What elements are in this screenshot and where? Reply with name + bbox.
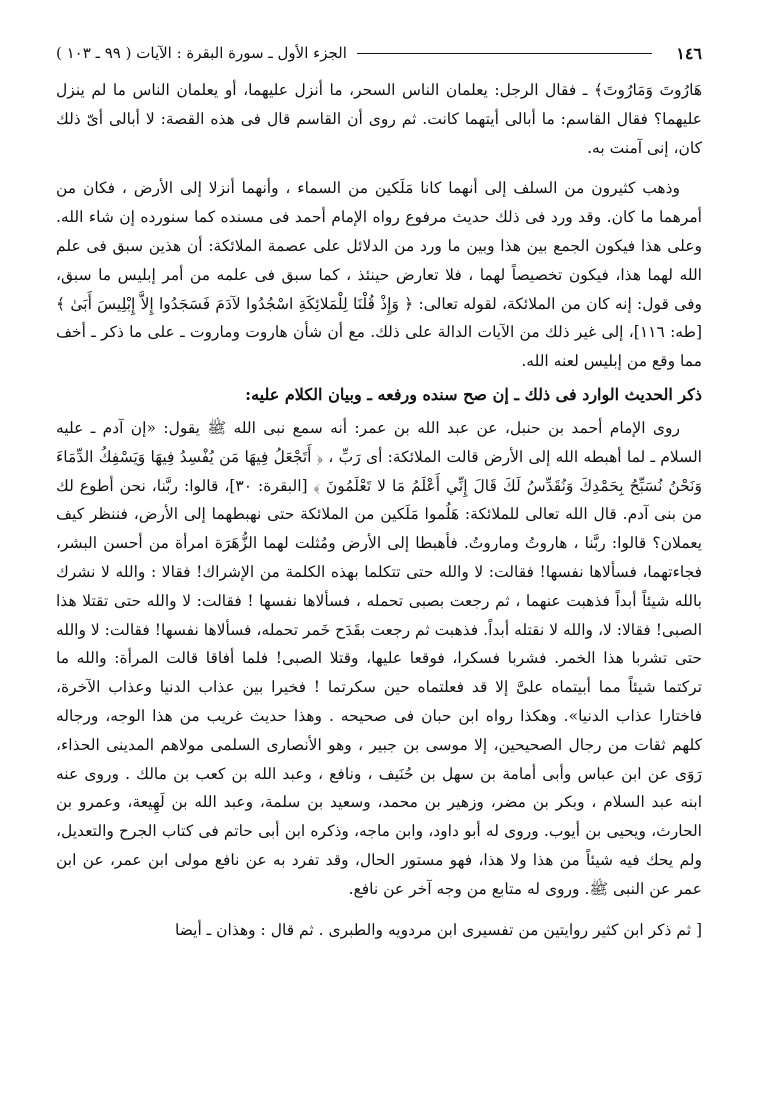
book-page <box>56 40 702 944</box>
paragraph-1: هَارُوتَ وَمَارُوتَ﴾ ـ فقال الرجل: يعلمان الناس السحر، ما أنزل عليهما، أو يعلمان الناس ما لم ينزل عليهما؟ فقال القاسم: ما أبالى أيتهما كانت. ثم روى أن القاسم قال فى هذه القصة: لا أبالى أىّ ذلك كان، إنى آمنت به. <box>56 81 702 157</box>
paragraph-2: وذهب كثيرون من السلف إلى أنهما كانا مَلَكين من السماء ، وأنهما أنزلا إلى الأرض ، فكان من أمرهما ما كان. وقد ورد فى ذلك حديث مرفوع رواه الإمام أحمد فى مسنده كما سنورده إن شاء الله. وعلى هذا فيكون الجمع بين هذا وبين ما ورد من الدلائل على عصمة الملائكة: أن هذين سبق فى علم الله لهما هذا، فيكون تخصيصاً لهما ، فلا تعارض حينئذ ، كما سبق فى علمه من أمر إبليس ما سبق، وفى قول: إنه كان من الملائكة، لقوله تعالى: ﴿ وَإِذْ قُلْنَا لِلْمَلائِكَةِ اسْجُدُوا لآدَمَ فَسَجَدُوا إِلاَّ إِبْلِيسَ أَبَىٰ ﴾ [طه: ١١٦]، إلى غير ذلك من الآيات الدالة على ذلك. مع أن شأن هاروت وماروت ـ على ما ذكر ـ أخف مما وقع من إبليس لعنه الله. <box>56 179 702 371</box>
header-rule <box>357 53 652 54</box>
page-header <box>56 40 702 66</box>
paragraph-4: [ ثم ذكر ابن كثير روايتين من تفسيرى ابن مردويه والطبرى . ثم قال : وهذان ـ أيضا <box>174 920 702 939</box>
section-title: الجزء الأول ـ سورة البقرة : الآيات ( ٩٩ ـ ١٠٣ ) <box>56 44 347 62</box>
page-number: ١٤٦ <box>676 43 702 63</box>
section-heading: ذكر الحديث الوارد فى ذلك ـ إن صح سنده ورفعه ـ وبيان الكلام عليه: <box>245 384 702 404</box>
paragraph-3: روى الإمام أحمد بن حنبل، عن عبد الله بن عمر: أنه سمع نبى الله ﷺ يقول: «إن آدم ـ عليه السلام ـ لما أهبطه الله إلى الأرض قالت الملائكة: أى رَبِّ ، ﴿ أَتَجْعَلُ فِيهَا مَن يُفْسِدُ فِيهَا وَيَسْفِكُ الدِّمَاءَ وَنَحْنُ نُسَبِّحُ بِحَمْدِكَ وَنُقَدِّسُ لَكَ قَالَ إِنِّي أَعْلَمُ مَا لا تَعْلَمُونَ ﴾ [البقرة: ٣٠]، قالوا: ربَّنا، نحن أطوع لك من بنى آدم. قال الله تعالى للملائكة: هَلُموا مَلَكين من الملائكة حتى نهبطهما إلى الأرض، فننظر كيف يعملان؟ قالوا: ربَّنا ، هاروتُ وماروتُ. فأهبطا إلى الأرض ومُثلت لهما الزُّهَرَة امرأة من أحسن البشر، فجاءتهما، فسألاها نفسها! فقالت: لا والله حتى تتكلما بهذه الكلمة من الإشراك! فقالا : والله لا نشرك بالله شيئاً أبداً فذهبت عنهما ، ثم رجعت بصبى تحمله ، فسألاها نفسها ! فقالت: لا والله حتى تقتلا هذا الصبى! فقالا: لا، والله لا نقتله أبداً. فذهبت ثم رجعت بقَدَح خَمر تحمله، فسألاها نفسها! فقالت: لا والله حتى تشربا هذا الخمر. فشربا فسكرا، فوقعا عليها، وقتلا الصبى! فلما أفاقا قالت المرأة: والله ما تركتما شيئاً مما أبيتماه علىَّ إلا قد فعلتماه حين سكرتما ! فخيرا بين عذاب الدنيا وعذاب الآخرة، فاختارا عذاب الدنيا». وهكذا رواه ابن حبان فى صحيحه . وهذا حديث غريب من هذا الوجه، ورجاله كلهم ثقات من رجال الصحيحين، إلا موسى بن جبير ، وهو الأنصارى السلمى مولاهم المدينى الحذاء، رَوَى عن ابن عباس وأبى أمامة بن سهل بن حُنَيف ، ونافع ، وعبد الله بن كعب بن مالك . وروى عنه ابنه عبد السلام ، وبكر بن مضر، وزهير بن محمد، وسعيد بن سلمة، وعبد الله بن لَهِيعة، وعمرو بن الحارث، ويحيى بن أيوب. وروى له أبو داود، وابن ماجه، وذكره ابن أبى حاتم فى كتاب الجرح والتعديل، ولم يحك فيه شيئاً من هذا ولا هذا، فهو مستور الحال، وقد تفرد به عن نافع مولى ابن عمر، عن ابن عمر عن النبى ﷺ. وروى له متابع من وجه آخر عن نافع. <box>56 418 702 898</box>
